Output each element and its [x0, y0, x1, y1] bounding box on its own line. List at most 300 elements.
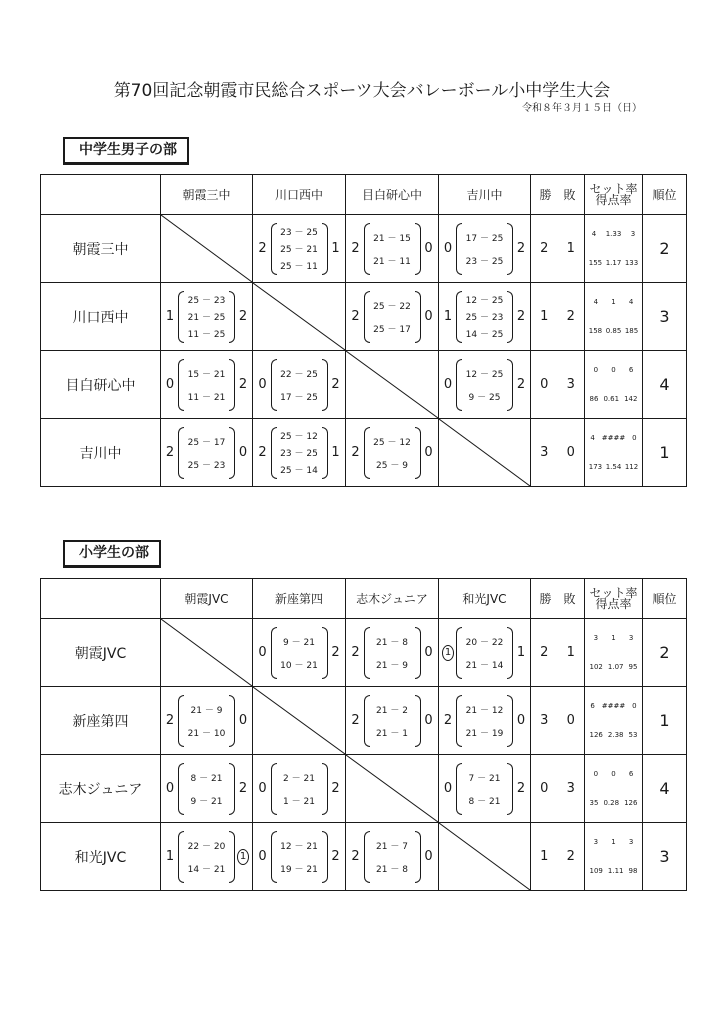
diagonal-line: [253, 687, 345, 754]
row-team-name: 新座第四: [41, 687, 161, 755]
set-score: 25 － 23: [187, 460, 226, 471]
win-loss: [531, 823, 584, 890]
match-cell: [253, 215, 346, 283]
diagonal-cell: [161, 215, 253, 283]
win-loss: [531, 687, 584, 754]
ratio-value: 1.07: [607, 663, 624, 672]
point-ratio-label: 得点率: [595, 596, 632, 611]
set-score: 21 － 8: [376, 864, 408, 875]
win-loss-cell: [531, 419, 585, 487]
match-cell: [439, 215, 531, 283]
set-count: 2: [516, 781, 526, 796]
match-cell: [253, 755, 346, 823]
ratio-value: 4: [628, 297, 634, 306]
set-count: 0: [443, 241, 453, 256]
match-cell: [439, 755, 531, 823]
row-team-name: 川口西中: [41, 283, 161, 351]
ratio-value: 3: [628, 837, 634, 846]
match-result: [439, 283, 530, 350]
set-count: 2: [238, 781, 248, 796]
win-loss: [531, 215, 584, 282]
column-header-wl: 勝 敗: [531, 579, 585, 619]
team-row: [41, 619, 687, 687]
match-result: [253, 215, 345, 282]
rank-cell: 1: [643, 419, 687, 487]
set-ratio-line: [587, 298, 640, 306]
set-ratio-line: [587, 702, 640, 710]
match-cell: [346, 419, 439, 487]
match-result: [161, 351, 252, 418]
set-score: 21 － 7: [376, 841, 408, 852]
set-count: 2: [165, 713, 175, 728]
set-count: 0: [165, 781, 175, 796]
column-header-team: 朝霞三中: [161, 175, 253, 215]
column-header-team: 川口西中: [253, 175, 346, 215]
set-count: 1: [331, 445, 340, 460]
column-header-team: 目白研心中: [346, 175, 439, 215]
set-scores: [456, 290, 513, 344]
ratio-value: 0.61: [603, 395, 620, 404]
team-row: [41, 283, 687, 351]
set-score: 14 － 21: [187, 864, 226, 875]
team-row: [41, 823, 687, 891]
ratio-value: 112: [624, 463, 639, 472]
losses: 1: [566, 645, 575, 660]
losses: 3: [566, 377, 575, 392]
set-score: 14 － 25: [465, 329, 504, 340]
header-row: [41, 175, 687, 215]
ratio-stats: [585, 283, 642, 350]
match-cell: [439, 619, 531, 687]
rank-cell: 4: [643, 351, 687, 419]
set-count: 2: [331, 781, 340, 796]
ratio-value: 4: [593, 297, 599, 306]
diagonal-line: [161, 619, 252, 686]
set-count: 2: [351, 849, 360, 864]
losses: 2: [566, 849, 575, 864]
match-cell: [161, 823, 253, 891]
set-count: 2: [238, 309, 248, 324]
win-loss: [531, 351, 584, 418]
match-result: [161, 283, 252, 350]
column-header-team: 和光JVC: [439, 579, 531, 619]
win-loss-cell: [531, 687, 585, 755]
wins: 0: [540, 377, 549, 392]
set-score: 10 － 21: [280, 660, 318, 671]
match-result: [253, 823, 345, 890]
section-label-junior-high: 中学生男子の部: [63, 137, 189, 165]
set-scores: [178, 426, 235, 480]
ratio-stats: [585, 823, 642, 890]
set-count: 2: [351, 445, 360, 460]
set-score: 7 － 21: [468, 773, 501, 784]
set-scores: [178, 762, 235, 816]
win-loss: [531, 283, 584, 350]
wins: 2: [540, 645, 549, 660]
set-score: 1 － 21: [283, 796, 315, 807]
match-cell: [161, 351, 253, 419]
set-score: 21 － 10: [187, 728, 226, 739]
ratio-cell: [585, 215, 643, 283]
set-score: 25 － 23: [465, 313, 504, 323]
set-score: 12 － 21: [280, 841, 318, 852]
set-score: 21 － 11: [373, 256, 411, 267]
wins: 0: [540, 781, 549, 796]
diagonal-cell: [346, 351, 439, 419]
ratio-value: 4: [591, 229, 597, 238]
ratio-stats: [585, 419, 642, 486]
set-ratio-line: [587, 230, 640, 238]
set-scores: [178, 830, 235, 884]
set-count: 2: [258, 445, 267, 460]
diagonal-stroke: [161, 215, 252, 282]
ratio-stats: [585, 215, 642, 282]
ratio-cell: [585, 755, 643, 823]
set-count: 0: [516, 713, 526, 728]
set-score: 22 － 25: [280, 369, 318, 380]
point-ratio-line: [587, 663, 640, 671]
team-row: [41, 687, 687, 755]
set-scores: [456, 694, 513, 748]
set-count: 0: [424, 309, 433, 324]
diagonal-cell: [253, 283, 346, 351]
rank-cell: 4: [643, 755, 687, 823]
set-scores: [364, 694, 421, 748]
set-count: 0: [238, 445, 248, 460]
set-count: 2: [351, 309, 360, 324]
league-table-elementary: [40, 578, 687, 891]
match-result: [439, 215, 530, 282]
match-result: [439, 755, 530, 822]
rank-cell: 2: [643, 619, 687, 687]
diagonal-line: [346, 755, 438, 822]
rank-cell: 1: [643, 687, 687, 755]
diagonal-stroke: [161, 619, 252, 686]
match-cell: [346, 215, 439, 283]
team-row: [41, 215, 687, 283]
ratio-value: 1: [611, 633, 616, 642]
match-cell: [253, 351, 346, 419]
set-count: 2: [331, 377, 340, 392]
set-scores: [364, 290, 421, 344]
set-scores: [456, 626, 513, 680]
set-score: 21 － 14: [465, 660, 504, 671]
diagonal-stroke: [439, 419, 530, 486]
wins: 3: [540, 445, 549, 460]
column-header-wl: 勝 敗: [531, 175, 585, 215]
set-score: 23 － 25: [465, 256, 504, 267]
match-result: [161, 823, 252, 890]
match-cell: [161, 419, 253, 487]
diagonal-cell: [253, 687, 346, 755]
diagonal-line: [439, 419, 530, 486]
match-cell: [161, 283, 253, 351]
column-header-rank: 順位: [643, 579, 687, 619]
ratio-cell: [585, 283, 643, 351]
match-result: [439, 687, 530, 754]
ratio-value: 1.11: [607, 867, 624, 876]
diagonal-stroke: [253, 283, 345, 350]
diagonal-cell: [161, 619, 253, 687]
set-score: 9 － 21: [190, 796, 223, 807]
match-cell: [161, 755, 253, 823]
set-count: 2: [516, 309, 526, 324]
ratio-cell: [585, 419, 643, 487]
match-result: [346, 215, 438, 282]
set-score: 25 － 14: [280, 465, 318, 476]
set-scores: [364, 830, 421, 884]
ratio-value: 35: [589, 799, 599, 808]
set-count: 0: [165, 377, 175, 392]
ratio-value: 3: [593, 837, 599, 846]
set-score: 25 － 9: [376, 460, 408, 471]
set-count: 0: [258, 849, 267, 864]
match-result: [439, 619, 530, 686]
set-score: 21 － 9: [376, 660, 408, 671]
event-date: 令和８年３月１５日（日）: [522, 103, 642, 114]
ratio-stats: [585, 619, 642, 686]
point-ratio-line: [587, 867, 640, 875]
set-score: 9 － 21: [283, 637, 315, 648]
ratio-value: 133: [624, 259, 639, 268]
set-count: 0: [443, 377, 453, 392]
set-count: 0: [258, 377, 267, 392]
page-title: 第70回記念朝霞市民総合スポーツ大会バレーボール小中学生大会: [113, 81, 611, 101]
set-count: 0: [424, 713, 433, 728]
ratio-value: 0: [593, 769, 599, 778]
row-team-name: 目白研心中: [41, 351, 161, 419]
diagonal-cell: [439, 419, 531, 487]
row-team-name: 和光JVC: [41, 823, 161, 891]
ratio-value: ####: [601, 701, 626, 710]
win-loss: [531, 419, 584, 486]
win-loss-cell: [531, 351, 585, 419]
set-score: 9 － 25: [468, 392, 501, 403]
set-count: 2: [331, 645, 340, 660]
ratio-cell: [585, 351, 643, 419]
set-score: 25 － 12: [373, 437, 411, 448]
diagonal-stroke: [346, 351, 438, 418]
set-score: 21 － 19: [465, 728, 504, 739]
match-cell: [439, 351, 531, 419]
set-ratio-line: [587, 434, 640, 442]
losses: 2: [566, 309, 575, 324]
set-scores: [456, 762, 513, 816]
set-score: 2 － 21: [283, 773, 315, 784]
set-count: 0: [238, 713, 248, 728]
ratio-value: 126: [589, 731, 603, 740]
set-score: 21 － 25: [187, 313, 226, 323]
set-ratio-line: [587, 838, 640, 846]
set-scores: [271, 358, 328, 412]
diagonal-line: [253, 283, 345, 350]
point-ratio-line: [587, 395, 640, 403]
set-count: 0: [424, 445, 433, 460]
losses: 1: [566, 241, 575, 256]
ratio-value: 0.85: [605, 327, 622, 336]
set-scores: [364, 426, 421, 480]
ratio-value: 1.54: [605, 463, 622, 472]
ratio-stats: [585, 755, 642, 822]
ratio-stats: [585, 351, 642, 418]
match-cell: [346, 619, 439, 687]
match-result: [253, 619, 345, 686]
wins: 1: [540, 309, 549, 324]
set-scores: [178, 358, 235, 412]
match-result: [161, 755, 252, 822]
set-count: 1: [516, 645, 526, 660]
row-team-name: 志木ジュニア: [41, 755, 161, 823]
set-count: [442, 645, 454, 661]
ratio-value: 173: [588, 463, 603, 472]
ratio-value: 98: [628, 867, 638, 876]
match-cell: [346, 283, 439, 351]
match-cell: [253, 619, 346, 687]
set-count: 1: [443, 309, 453, 324]
set-ratio-label: セット率: [589, 585, 638, 600]
ratio-value: 109: [589, 867, 603, 876]
set-scores: [178, 290, 235, 344]
ratio-value: 142: [624, 395, 638, 404]
set-score: 23 － 25: [280, 228, 318, 239]
column-header-ratio: [585, 579, 643, 619]
ratio-value: ####: [601, 433, 626, 442]
ratio-value: 53: [628, 731, 638, 740]
match-result: [439, 351, 530, 418]
corner-cell: [41, 579, 161, 619]
diagonal-line: [439, 823, 530, 890]
point-ratio-line: [587, 731, 640, 739]
ratio-value: 0: [611, 365, 616, 374]
circled-set-count: 1: [442, 645, 454, 661]
ratio-value: 3: [628, 633, 634, 642]
set-score: 21 － 12: [465, 705, 504, 716]
set-count: 2: [351, 241, 360, 256]
match-result: [346, 619, 438, 686]
ratio-value: 1.17: [605, 259, 622, 268]
win-loss: [531, 619, 584, 686]
league-table-junior-high: [40, 174, 687, 487]
ratio-value: 0: [593, 365, 599, 374]
set-count: [237, 849, 249, 865]
win-loss-cell: [531, 619, 585, 687]
set-count: 2: [516, 241, 526, 256]
set-count: 0: [424, 241, 433, 256]
ratio-value: 155: [588, 259, 603, 268]
set-scores: [456, 358, 513, 412]
set-scores: [271, 626, 328, 680]
diagonal-stroke: [253, 687, 345, 754]
win-loss-cell: [531, 283, 585, 351]
set-scores: [456, 222, 513, 276]
diagonal-stroke: [346, 755, 438, 822]
set-count: 1: [165, 309, 175, 324]
set-score: 20 － 22: [465, 637, 504, 648]
set-score: 21 － 9: [190, 705, 223, 716]
ratio-value: 3: [593, 633, 599, 642]
set-scores: [271, 762, 328, 816]
set-scores: [364, 626, 421, 680]
set-score: 25 － 17: [187, 437, 226, 448]
set-count: 2: [443, 713, 453, 728]
team-row: [41, 419, 687, 487]
match-cell: [439, 283, 531, 351]
set-score: 21 － 1: [376, 728, 408, 739]
set-score: 25 － 17: [373, 324, 411, 335]
ratio-value: 2.38: [607, 731, 624, 740]
win-loss-cell: [531, 215, 585, 283]
ratio-value: 1: [611, 837, 616, 846]
set-score: 12 － 25: [465, 369, 504, 380]
losses: 0: [566, 445, 575, 460]
match-cell: [253, 419, 346, 487]
ratio-value: 0: [632, 433, 637, 442]
point-ratio-line: [587, 463, 640, 471]
column-header-team: 新座第四: [253, 579, 346, 619]
set-count: 0: [424, 645, 433, 660]
match-result: [346, 823, 438, 890]
ratio-value: 3: [630, 229, 636, 238]
match-result: [346, 419, 438, 486]
set-scores: [271, 830, 328, 884]
diagonal-cell: [346, 755, 439, 823]
ratio-value: 0.28: [603, 799, 620, 808]
circled-set-count: 1: [237, 849, 249, 865]
set-count: 2: [351, 713, 360, 728]
set-score: 8 － 21: [190, 773, 223, 784]
header-row: [41, 579, 687, 619]
row-team-name: 朝霞JVC: [41, 619, 161, 687]
point-ratio-line: [587, 327, 640, 335]
set-score: 12 － 25: [465, 296, 504, 307]
ratio-cell: [585, 687, 643, 755]
set-score: 8 － 21: [468, 796, 501, 807]
wins: 3: [540, 713, 549, 728]
ratio-value: 6: [628, 769, 634, 778]
set-ratio-line: [587, 366, 640, 374]
set-score: 25 － 21: [280, 245, 318, 255]
set-count: 0: [424, 849, 433, 864]
ratio-value: 185: [624, 327, 639, 336]
wins: 2: [540, 241, 549, 256]
ratio-value: 4: [590, 433, 595, 442]
diagonal-cell: [439, 823, 531, 891]
set-score: 11 － 21: [187, 392, 226, 403]
losses: 3: [566, 781, 575, 796]
set-score: 21 － 8: [376, 637, 408, 648]
win-loss-cell: [531, 823, 585, 891]
section-label-elementary: 小学生の部: [63, 540, 161, 568]
set-scores: [271, 222, 328, 276]
set-score: 25 － 22: [373, 301, 411, 312]
set-count: 2: [238, 377, 248, 392]
set-count: 1: [331, 241, 340, 256]
match-result: [161, 687, 252, 754]
match-result: [161, 419, 252, 486]
match-result: [346, 687, 438, 754]
team-row: [41, 755, 687, 823]
set-score: 22 － 20: [187, 841, 226, 852]
ratio-value: 126: [624, 799, 638, 808]
rank-cell: 3: [643, 283, 687, 351]
ratio-value: 102: [589, 663, 603, 672]
set-ratio-line: [587, 634, 640, 642]
match-result: [253, 419, 345, 486]
set-ratio-line: [587, 770, 640, 778]
set-score: 11 － 25: [187, 329, 226, 340]
set-ratio-label: セット率: [589, 181, 638, 196]
match-cell: [161, 687, 253, 755]
